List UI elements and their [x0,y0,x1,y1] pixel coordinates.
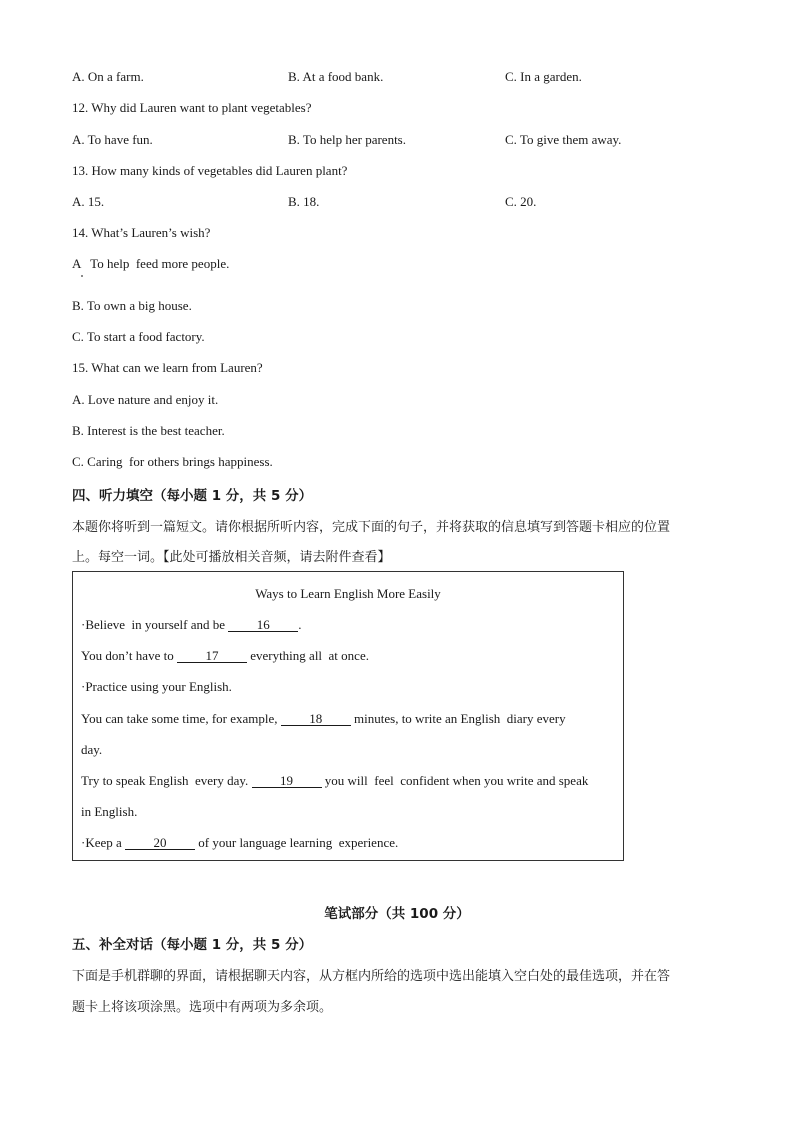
box-line-16-text: ·Believe in yourself and be [81,617,229,632]
q15-option-c[interactable]: C. Caring for others brings happiness. [72,454,273,469]
blank-20[interactable]: 20 [125,837,195,850]
blank-16[interactable]: 16 [228,619,298,632]
q14-option-c[interactable]: C. To start a food factory. [72,329,205,344]
stray-dot [81,275,83,277]
q12-option-a[interactable]: A. To have fun. [72,132,153,147]
box-line-16-end: . [298,617,302,632]
section5-instructions-line2: 题卡上将该项涂黑。选项中有两项为多余项。 [72,1000,333,1015]
box-title: Ways to Learn English More Easily [255,586,441,601]
box-line-18 [81,711,566,727]
q12-option-c[interactable]: C. To give them away. [505,132,622,147]
section4-instructions-line1: 本题你将听到一篇短文。请你根据所听内容，完成下面的句子，并将获取的信息填写到答题卡相应的位置 [72,520,671,535]
q14-option-a[interactable]: A To help feed more people. [72,256,230,271]
box-line-19-text: Try to speak English every day. [81,773,252,788]
box-line-19 [81,773,588,789]
section5-heading: 五、补全对话（每小题 1 分，共 5 分） [72,937,313,953]
box-line-practice: ·Practice using your English. [81,679,232,694]
box-line-20-end: of your language learning experience. [195,835,399,850]
box-line-17-end: everything all at once. [246,648,369,663]
q12-option-b[interactable]: B. To help her parents. [288,132,406,147]
q14-stem: 14. What’s Lauren’s wish? [72,225,211,240]
blank-19[interactable]: 19 [252,775,322,788]
q15-option-a[interactable]: A. Love nature and enjoy it. [72,392,219,407]
section5-instructions-line1: 下面是手机群聊的界面，请根据聊天内容，从方框内所给的选项中选出能填入空白处的最佳选项，并在答 [72,969,671,984]
listening-fill-box [72,571,624,861]
box-line-in-english: in English. [81,804,138,819]
box-line-20-text: ·Keep a [81,835,126,850]
box-line-18-end: minutes, to write an English diary every [350,711,566,726]
box-line-19-end: you will feel confident when you write and speak [321,773,589,788]
q11-option-a[interactable]: A. On a farm. [72,69,144,84]
box-line-20 [81,835,398,851]
q15-option-b[interactable]: B. Interest is the best teacher. [72,423,225,438]
q13-option-c[interactable]: C. 20. [505,194,537,209]
blank-18[interactable]: 18 [281,713,351,726]
box-line-day: day. [81,742,103,757]
q12-stem: 12. Why did Lauren want to plant vegetables? [72,100,312,115]
q11-option-b[interactable]: B. At a food bank. [288,69,384,84]
written-part-heading: 笔试部分（共 100 分） [324,906,470,922]
q13-option-a[interactable]: A. 15. [72,194,105,209]
q14-option-b[interactable]: B. To own a big house. [72,298,192,313]
q13-option-b[interactable]: B. 18. [288,194,320,209]
blank-17[interactable]: 17 [177,650,247,663]
box-line-18-text: You can take some time, for example, [81,711,281,726]
box-line-17 [81,648,369,664]
box-line-17-text: You don’t have to [81,648,177,663]
section4-heading: 四、听力填空（每小题 1 分，共 5 分） [72,488,313,504]
section4-instructions-line2: 上。每空一词。【此处可播放相关音频，请去附件查看】 [72,550,391,565]
q13-stem: 13. How many kinds of vegetables did Lauren plant? [72,163,348,178]
q15-stem: 15. What can we learn from Lauren? [72,360,263,375]
box-line-16 [81,617,302,633]
q11-option-c[interactable]: C. In a garden. [505,69,582,84]
